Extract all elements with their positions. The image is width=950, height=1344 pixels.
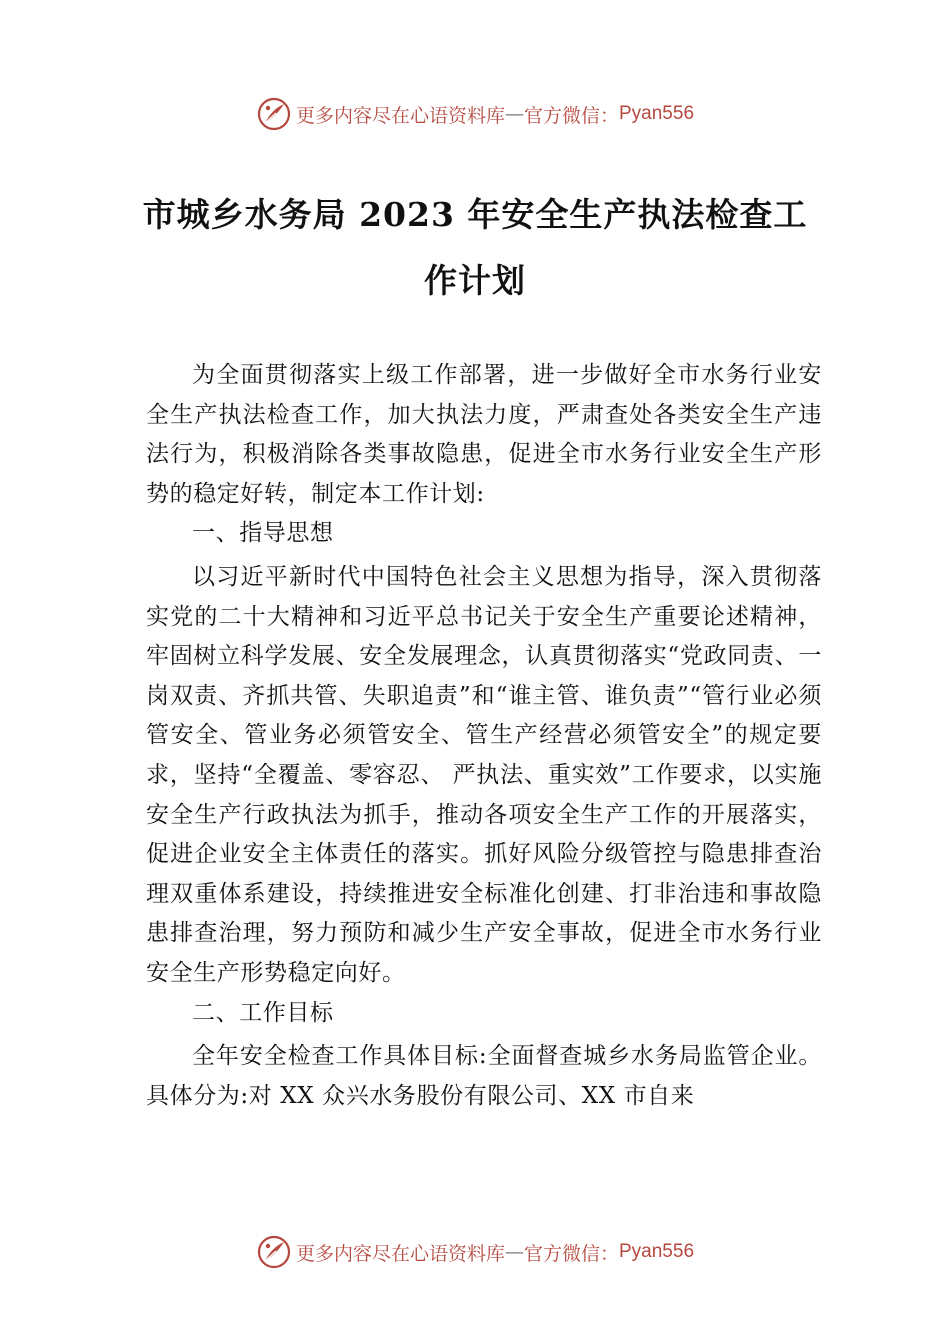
watermark-contact-id: Pyan556 [619, 103, 695, 124]
section-heading-guiding-ideology: 一、指导思想 [192, 520, 334, 547]
section-heading-work-goals: 二、工作目标 [192, 999, 334, 1026]
watermark-text: 更多内容尽在心语资料库 [295, 104, 505, 127]
watermark-text: 更多内容尽在心语资料库 [295, 1242, 505, 1265]
document-title-line2: 作计划 [424, 261, 526, 300]
watermark-footer [0, 1232, 950, 1272]
section-body-work-goals: 全年安全检查工作具体目标:全面督查城乡水务局监管企业。具体分为:对 XX 众兴水务股份有限公司、XX 市自来 [146, 1043, 822, 1109]
watermark-separator: — [504, 103, 524, 125]
document-body [146, 356, 822, 1116]
document-title [100, 182, 850, 314]
watermark-header [0, 94, 950, 134]
quill-logo-icon [256, 1234, 292, 1270]
section-body-guiding-ideology: 以习近平新时代中国特色社会主义思想为指导，深入贯彻落实党的二十大精神和习近平总书记关于安全生产重要论述精神，牢固树立科学发展、安全发展理念，认真贯彻落实“党政同责、一岗双责、齐抓共管、失职追责”和“谁主管、谁负责”“管行业必须管安全、管业务必须管安全、管生产经营必须管安全”的规定要求，坚持“全覆盖、零容忍、 严执法、重实效”工作要求，以实施安全生产行政执法为抓手，推动各项安全生产工作的开展落实，促进企业安全主体责任的落实。抓好风险分级管控与隐患排查治理双重体系建设，持续推进安全标准化创建、打非治违和事故隐患排查治理，努力预防和减少生产安全事故，促进全市水务行业安全生产形势稳定向好。 [146, 563, 822, 986]
quill-logo-icon [256, 96, 292, 132]
intro-paragraph: 为全面贯彻落实上级工作部署，进一步做好全市水务行业安全生产执法检查工作，加大执法力度，严肃查处各类安全生产违法行为，积极消除各类事故隐患，促进全市水务行业安全生产形势的稳定好转，制定本工作计划: [146, 362, 822, 507]
watermark-contact-label: 官方微信： [523, 104, 619, 127]
document-title-line1: 市城乡水务局 2023 年安全生产执法检查工 [142, 195, 808, 234]
watermark-contact-label: 官方微信： [523, 1242, 619, 1265]
watermark-separator: — [504, 1241, 524, 1263]
watermark-contact-id: Pyan556 [619, 1241, 695, 1262]
